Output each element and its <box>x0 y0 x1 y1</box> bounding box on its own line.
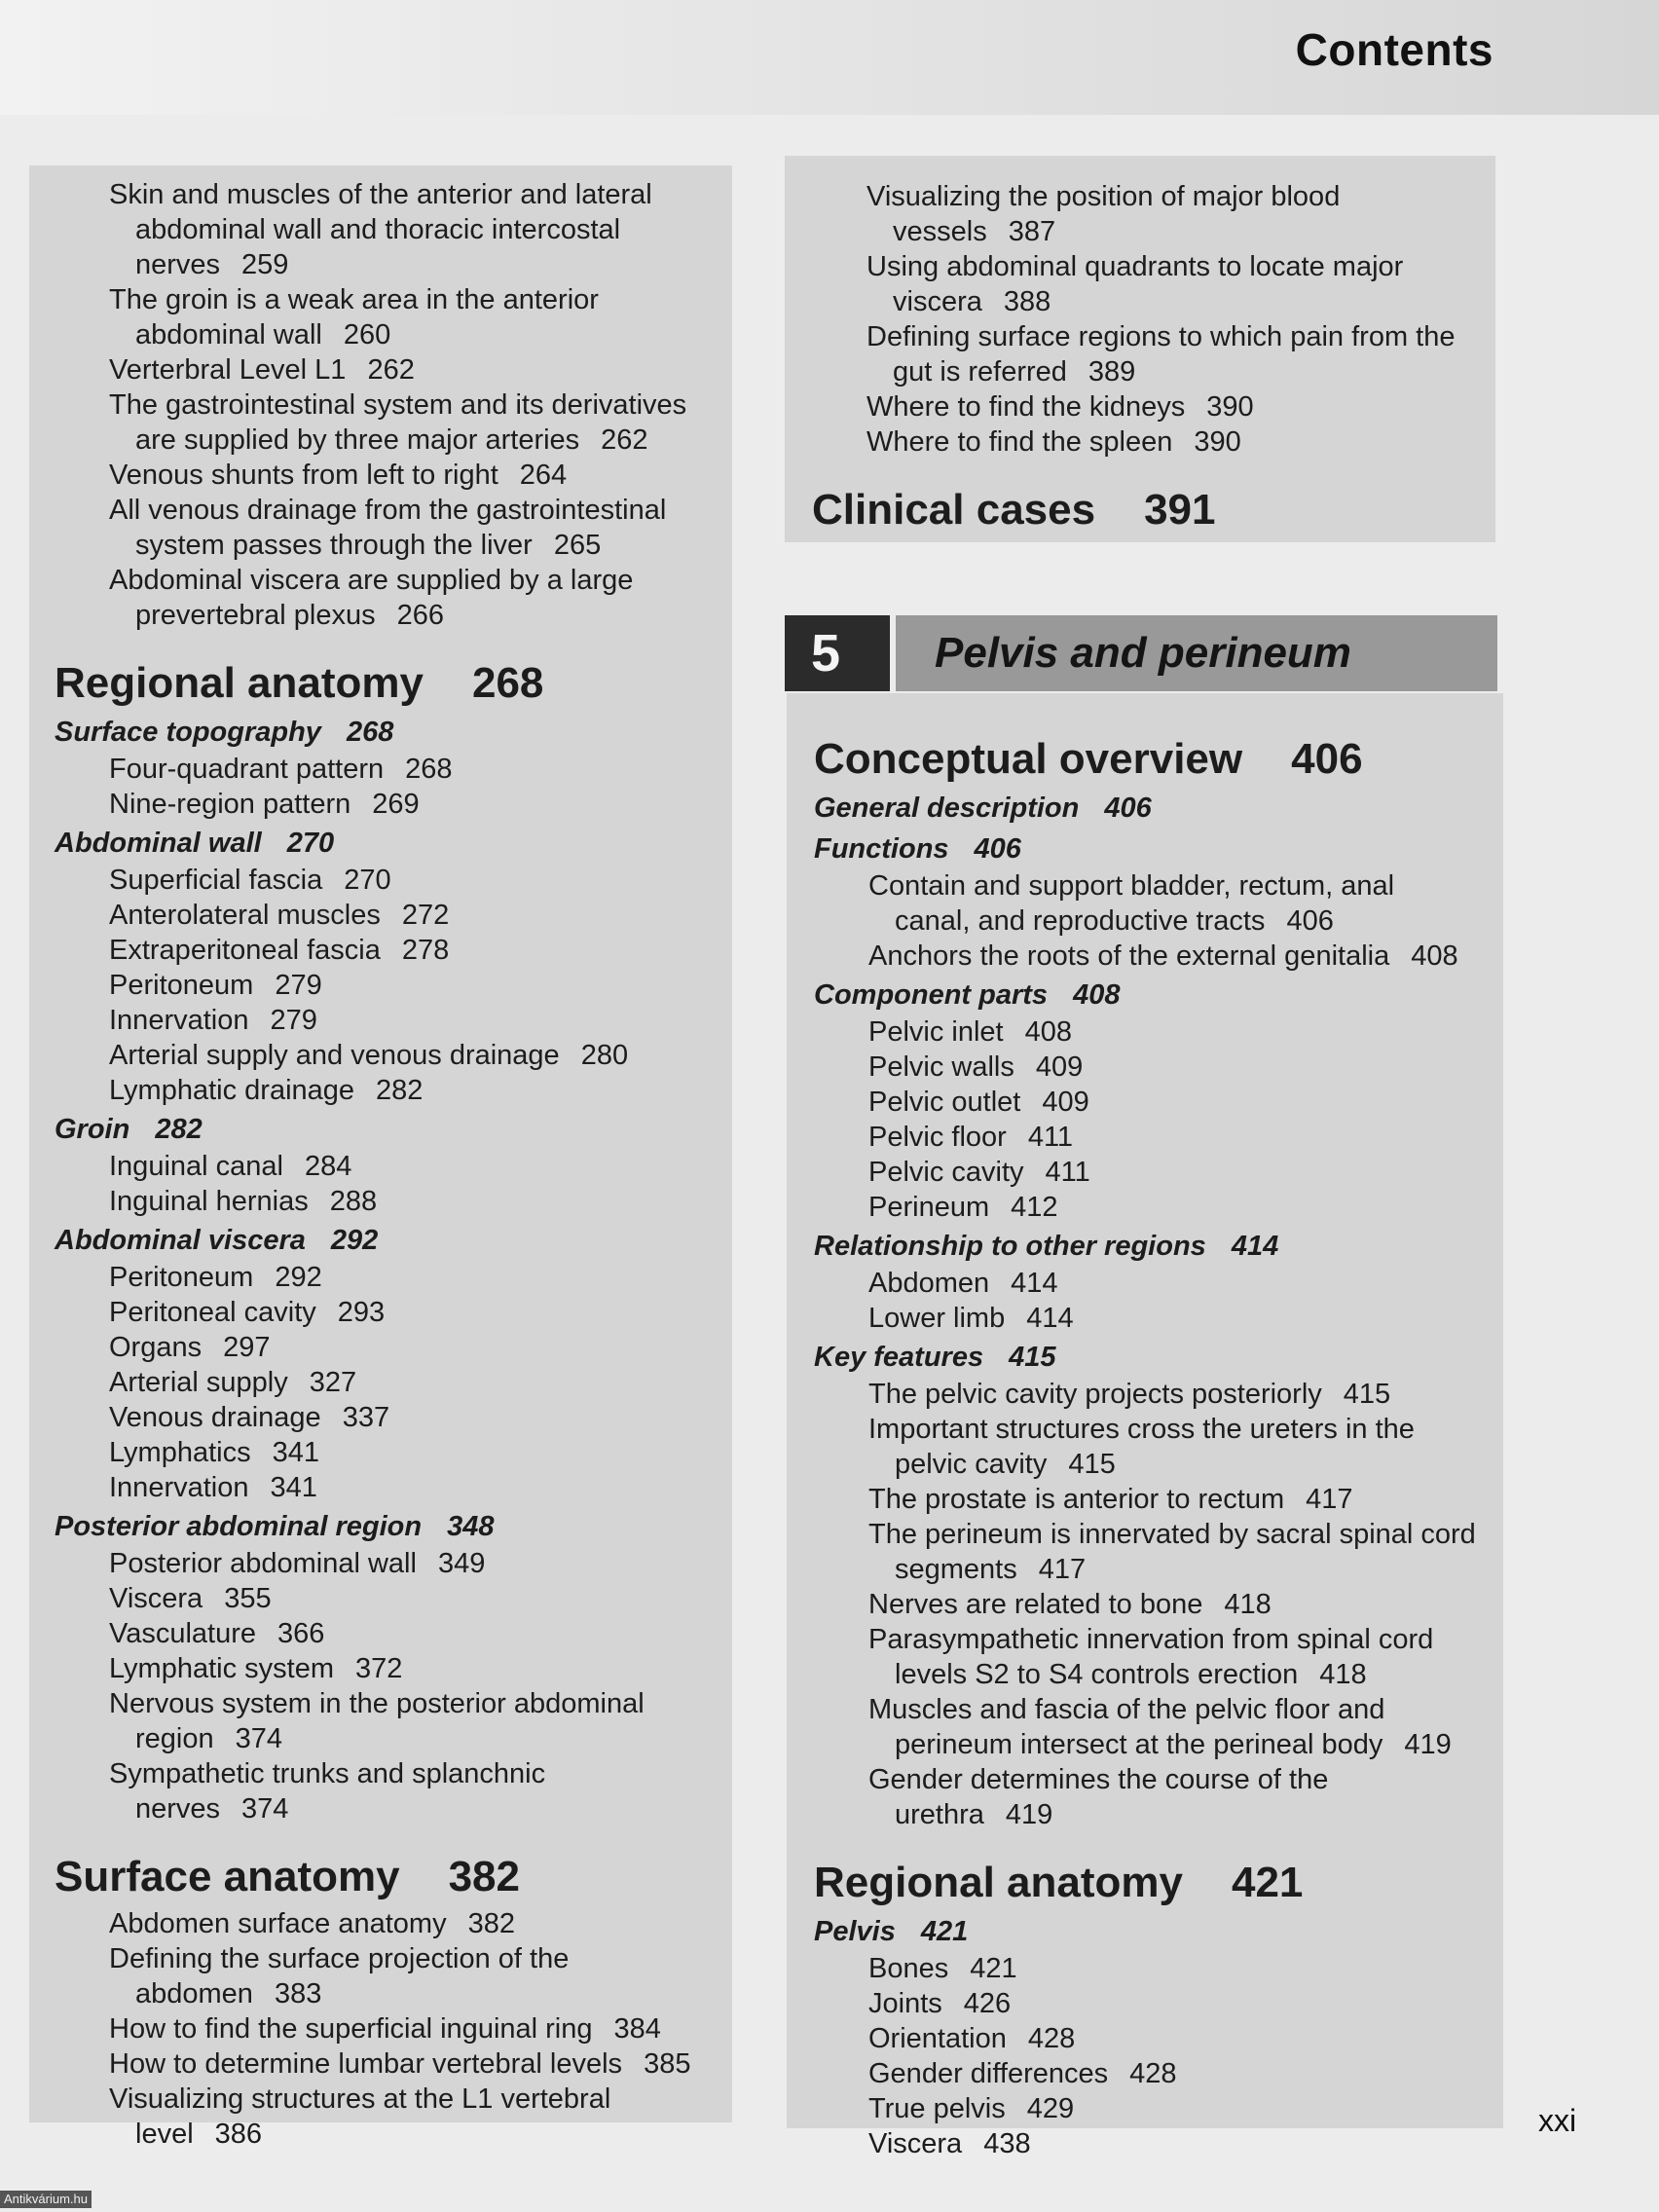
toc-entry-title: Anterolateral muscles <box>109 900 381 931</box>
toc-entry <box>840 1692 1476 1762</box>
toc-entry <box>81 1038 705 1073</box>
toc-page-number: 419 <box>1005 1799 1053 1830</box>
toc-entry-title: Surface topography <box>55 717 321 748</box>
toc-entry <box>81 1941 705 2011</box>
toc-entry <box>840 1622 1476 1692</box>
toc-entry <box>838 249 1468 319</box>
toc-entry-title: Innervation <box>109 1472 249 1503</box>
page-title: Contents <box>1295 24 1493 75</box>
toc-page-number: 428 <box>1129 2058 1177 2089</box>
toc-page-number: 389 <box>1088 356 1136 387</box>
toc-entry-title: Lymphatic system <box>109 1653 334 1684</box>
toc-page-number: 409 <box>1035 1051 1084 1083</box>
toc-entry <box>840 1762 1476 1832</box>
toc-entry-title: Arterial supply <box>109 1367 288 1398</box>
toc-entry <box>81 1260 705 1295</box>
toc-entry-title: Gender differences <box>868 2058 1109 2089</box>
toc-page-number: 280 <box>580 1040 629 1071</box>
toc-entry <box>840 1050 1476 1085</box>
toc-entry-title: Sympathetic trunks and splanchnic nerves <box>109 1758 546 1825</box>
toc-entry <box>838 424 1468 460</box>
toc-entry-title: Extraperitoneal fascia <box>109 935 381 966</box>
toc-entry <box>81 352 705 387</box>
toc-entry-title: Pelvis <box>814 1916 896 1947</box>
toc-entry-title: Orientation <box>868 2023 1007 2054</box>
toc-page-number: 406 <box>1104 793 1152 824</box>
toc-page-number: 411 <box>1045 1157 1090 1188</box>
toc-entry-title: Abdominal wall <box>55 828 262 859</box>
toc-major-heading <box>812 483 1468 537</box>
toc-entry-title: Verterbral Level L1 <box>109 354 347 386</box>
toc-page-number: 349 <box>437 1548 486 1579</box>
toc-page-number: 297 <box>223 1332 271 1363</box>
toc-entry-title: Bones <box>868 1953 949 1984</box>
toc-entry <box>81 2082 705 2152</box>
left-column-panel <box>29 166 732 2150</box>
toc-page-number: 272 <box>401 900 450 931</box>
toc-page-number: 383 <box>274 1978 322 2009</box>
toc-entry-title: Abdominal viscera are supplied by a large prevertebral plexus <box>109 565 634 631</box>
toc-entry-title: Muscles and fascia of the pelvic floor and perineum intersect at the perineal body <box>868 1694 1385 1760</box>
toc-page-number: 417 <box>1306 1484 1353 1515</box>
toc-subheading <box>814 1227 1476 1266</box>
toc-entry-title: Viscera <box>109 1583 203 1614</box>
toc-page-number: 341 <box>272 1437 319 1468</box>
toc-page-number: 282 <box>376 1075 424 1106</box>
toc-page-number: 384 <box>613 2013 661 2045</box>
toc-page-number: 265 <box>553 530 602 561</box>
toc-page-number: 268 <box>346 717 394 748</box>
toc-page-number: 266 <box>396 600 445 631</box>
toc-entry <box>840 1014 1476 1050</box>
toc-entry <box>81 863 705 898</box>
toc-page-number: 411 <box>1027 1122 1074 1153</box>
toc-entry-title: Vasculature <box>109 1618 256 1649</box>
toc-entry-title: Venous drainage <box>109 1402 321 1433</box>
toc-entry <box>81 968 705 1003</box>
toc-entry-title: Functions <box>814 833 949 865</box>
toc-page-number: 341 <box>270 1472 317 1503</box>
toc-entry <box>838 319 1468 389</box>
toc-entry-title: Surface anatomy <box>55 1853 400 1900</box>
toc-page-number: 374 <box>241 1793 289 1825</box>
toc-page-number: 415 <box>1068 1449 1116 1480</box>
toc-page-number: 269 <box>372 789 420 820</box>
toc-page-number: 348 <box>447 1511 495 1542</box>
toc-entry-title: Four-quadrant pattern <box>109 754 385 785</box>
toc-entry <box>81 1616 705 1651</box>
toc-entry-title: Arterial supply and venous drainage <box>109 1040 560 1071</box>
toc-page-number: 417 <box>1038 1554 1087 1585</box>
toc-entry-title: Abdomen <box>868 1268 990 1299</box>
toc-entry <box>840 1301 1476 1336</box>
toc-page-number: 429 <box>1026 2093 1075 2124</box>
toc-entry-title: Nine-region pattern <box>109 789 351 820</box>
chapter-number: 5 <box>785 615 890 691</box>
toc-page-number: 284 <box>304 1151 352 1182</box>
toc-entry <box>81 2011 705 2046</box>
toc-page-number: 421 <box>970 1953 1017 1984</box>
toc-page-number: 292 <box>330 1225 379 1256</box>
toc-page-number: 406 <box>1291 735 1363 783</box>
toc-entry-title: Important structures cross the ureters in the pelvic cavity <box>868 1414 1415 1480</box>
toc-entry-title: Relationship to other regions <box>814 1231 1206 1262</box>
toc-entry <box>838 389 1468 424</box>
toc-entry-title: Peritoneum <box>109 1262 254 1293</box>
toc-page-number: 279 <box>275 970 322 1001</box>
toc-entry-title: Using abdominal quadrants to locate major viscera <box>866 251 1404 317</box>
toc-entry-title: The perineum is innervated by sacral spinal cord segments <box>868 1519 1476 1585</box>
toc-entry-title: All venous drainage from the gastrointestinal system passes through the liver <box>109 495 667 561</box>
toc-entry-title: True pelvis <box>868 2093 1006 2124</box>
toc-entry-title: Conceptual overview <box>814 735 1243 783</box>
toc-entry-title: Venous shunts from left to right <box>109 460 498 491</box>
chapter-title: Pelvis and perineum <box>896 615 1497 691</box>
toc-entry <box>840 1482 1476 1517</box>
toc-entry-title: How to determine lumbar vertebral levels <box>109 2048 623 2080</box>
toc-entry <box>81 1651 705 1686</box>
toc-entry-title: Inguinal hernias <box>109 1186 309 1217</box>
toc-entry <box>840 1517 1476 1587</box>
toc-entry <box>81 458 705 493</box>
toc-entry <box>81 1003 705 1038</box>
toc-entry-title: Abdominal viscera <box>55 1225 306 1256</box>
toc-entry <box>840 1085 1476 1120</box>
toc-page-number: 390 <box>1194 426 1241 458</box>
toc-entry-title: Pelvic floor <box>868 1122 1007 1153</box>
toc-entry <box>81 1470 705 1505</box>
toc-entry <box>81 1400 705 1435</box>
toc-page-number: 268 <box>405 754 453 785</box>
toc-entry <box>81 493 705 563</box>
toc-entry <box>81 1546 705 1581</box>
toc-entry <box>840 1120 1476 1155</box>
toc-page-number: 292 <box>275 1262 322 1293</box>
toc-entry-title: Perineum <box>868 1192 990 1223</box>
toc-subheading <box>55 1221 705 1260</box>
toc-entry-title: Superficial fascia <box>109 865 323 896</box>
toc-entry <box>840 1190 1476 1225</box>
toc-entry-title: Organs <box>109 1332 203 1363</box>
toc-page-number: 262 <box>367 354 415 386</box>
right-top-panel <box>785 156 1495 542</box>
toc-page-number: 418 <box>1224 1589 1272 1620</box>
toc-entry-title: Gender determines the course of the urethra <box>868 1764 1329 1830</box>
toc-page-number: 293 <box>337 1297 386 1328</box>
toc-entry <box>840 1986 1476 2021</box>
toc-subheading <box>814 789 1476 828</box>
toc-page-number: 421 <box>920 1916 969 1947</box>
toc-entry <box>81 1149 705 1184</box>
toc-entry <box>81 177 705 282</box>
toc-page-number: 412 <box>1011 1192 1058 1223</box>
toc-entry-title: General description <box>814 793 1080 824</box>
toc-entry <box>840 1412 1476 1482</box>
toc-entry <box>81 1365 705 1400</box>
toc-entry-title: Parasympathetic innervation from spinal cord levels S2 to S4 controls erection <box>868 1624 1434 1690</box>
toc-subheading <box>55 1110 705 1149</box>
toc-page-number: 409 <box>1042 1087 1089 1118</box>
toc-page-number: 408 <box>1073 979 1121 1011</box>
toc-page-number: 414 <box>1011 1268 1058 1299</box>
toc-entry-title: Clinical cases <box>812 486 1096 534</box>
toc-page-number: 418 <box>1319 1659 1367 1690</box>
toc-entry <box>840 1951 1476 1986</box>
watermark: Antikvárium.hu <box>0 2191 92 2208</box>
toc-entry-title: Lower limb <box>868 1303 1006 1334</box>
toc-page-number: 270 <box>286 828 335 859</box>
toc-entry <box>81 1184 705 1219</box>
toc-page-number: 355 <box>224 1583 272 1614</box>
toc-page-number: 268 <box>471 659 544 707</box>
toc-entry <box>840 1266 1476 1301</box>
toc-entry <box>81 898 705 933</box>
toc-entry-title: Where to find the kidneys <box>866 391 1186 423</box>
toc-entry-title: Nerves are related to bone <box>868 1589 1203 1620</box>
toc-entry-title: Visualizing the position of major blood vessels <box>866 181 1341 247</box>
toc-entry-title: Regional anatomy <box>55 659 424 707</box>
toc-page-number: 387 <box>1008 216 1056 247</box>
toc-entry-title: Groin <box>55 1114 130 1145</box>
toc-entry <box>840 939 1476 974</box>
toc-page-number: 386 <box>214 2119 263 2150</box>
toc-entry <box>81 787 705 822</box>
toc-entry-title: The groin is a weak area in the anterior abdominal wall <box>109 284 599 350</box>
toc-entry-title: Pelvic inlet <box>868 1016 1004 1048</box>
toc-entry-title: Posterior abdominal wall <box>109 1548 417 1579</box>
toc-page-number: 390 <box>1206 391 1254 423</box>
toc-entry <box>840 2091 1476 2126</box>
toc-entry-title: Skin and muscles of the anterior and lateral abdominal wall and thoracic intercostal nerves <box>109 179 652 280</box>
toc-entry-title: Pelvic cavity <box>868 1157 1024 1188</box>
toc-page-number: 372 <box>355 1653 403 1684</box>
toc-entry-title: The prostate is anterior to rectum <box>868 1484 1285 1515</box>
toc-subheading <box>814 1912 1476 1951</box>
toc-entry <box>81 1330 705 1365</box>
toc-page-number: 426 <box>963 1988 1012 2019</box>
toc-entry <box>81 1756 705 1826</box>
toc-major-heading <box>814 1856 1476 1910</box>
toc-entry-title: How to find the superficial inguinal ring <box>109 2013 593 2045</box>
right-bottom-panel <box>787 693 1503 2159</box>
toc-entry <box>840 1155 1476 1190</box>
toc-entry <box>81 563 705 633</box>
toc-entry-title: Peritoneal cavity <box>109 1297 316 1328</box>
toc-page-number: 270 <box>344 865 391 896</box>
toc-page-number: 415 <box>1343 1379 1391 1410</box>
toc-entry-title: Inguinal canal <box>109 1151 283 1182</box>
toc-subheading <box>55 824 705 863</box>
toc-page-number: 406 <box>974 833 1021 865</box>
toc-entry-title: Peritoneum <box>109 970 254 1001</box>
toc-entry <box>81 1295 705 1330</box>
toc-entry-title: Defining the surface projection of the abdomen <box>109 1943 570 2009</box>
toc-page-number: 408 <box>1411 940 1458 972</box>
toc-entry-title: Component parts <box>814 979 1049 1011</box>
toc-entry-title: Regional anatomy <box>814 1859 1183 1906</box>
toc-entry-title: Posterior abdominal region <box>55 1511 423 1542</box>
toc-entry <box>81 933 705 968</box>
toc-page-number: 391 <box>1144 486 1216 534</box>
chapter-heading-bar <box>785 615 1497 691</box>
toc-subheading <box>55 1507 705 1546</box>
toc-subheading <box>55 713 705 752</box>
toc-page-number: 282 <box>155 1114 203 1145</box>
toc-major-heading <box>55 656 705 711</box>
toc-page-number: 259 <box>241 249 289 280</box>
toc-page-number: 337 <box>342 1402 390 1433</box>
toc-page-number: 366 <box>277 1618 325 1649</box>
toc-page-number: 415 <box>1009 1342 1056 1373</box>
toc-page-number: 382 <box>448 1853 520 1900</box>
toc-entry <box>840 1377 1476 1412</box>
toc-entry <box>838 179 1468 249</box>
toc-entry-title: Anchors the roots of the external genitalia <box>868 940 1390 972</box>
toc-entry <box>840 2021 1476 2056</box>
toc-entry-title: Defining surface regions to which pain from the gut is referred <box>866 321 1456 387</box>
toc-page-number: 419 <box>1404 1729 1452 1760</box>
toc-entry-title: Pelvic outlet <box>868 1087 1021 1118</box>
toc-entry-title: Joints <box>868 1988 942 2019</box>
toc-entry-title: The gastrointestinal system and its derivatives are supplied by three major arteries <box>109 389 687 456</box>
toc-entry-title: Abdomen surface anatomy <box>109 1908 447 1939</box>
toc-entry-title: Where to find the spleen <box>866 426 1173 458</box>
toc-major-heading <box>814 732 1476 787</box>
toc-entry-title: Lymphatics <box>109 1437 251 1468</box>
toc-page-number: 279 <box>270 1005 317 1036</box>
toc-page-number: 388 <box>1003 286 1051 317</box>
toc-page-number: 278 <box>401 935 450 966</box>
toc-page-number: 262 <box>601 424 648 456</box>
toc-page-number: 414 <box>1026 1303 1074 1334</box>
toc-entry <box>840 868 1476 939</box>
toc-page-number: 438 <box>983 2128 1031 2159</box>
toc-subheading <box>814 1338 1476 1377</box>
toc-entry <box>81 1073 705 1108</box>
toc-entry <box>81 1686 705 1756</box>
toc-page-number: 288 <box>329 1186 378 1217</box>
toc-entry <box>81 752 705 787</box>
toc-page-number: 260 <box>343 319 391 350</box>
toc-page-number: 374 <box>235 1723 283 1754</box>
toc-subheading <box>814 830 1476 868</box>
toc-page-number: 414 <box>1231 1231 1279 1262</box>
toc-entry-title: Lymphatic drainage <box>109 1075 355 1106</box>
toc-subheading <box>814 976 1476 1014</box>
toc-major-heading <box>55 1850 705 1904</box>
toc-page-number: 428 <box>1027 2023 1076 2054</box>
toc-page-number: 408 <box>1024 1016 1073 1048</box>
toc-entry <box>840 1587 1476 1622</box>
toc-page-number: 264 <box>519 460 568 491</box>
page-number: xxi <box>1538 2103 1577 2138</box>
toc-page-number: 382 <box>467 1908 515 1939</box>
toc-entry <box>840 2056 1476 2091</box>
toc-entry-title: Visualizing structures at the L1 vertebral level <box>109 2083 611 2150</box>
toc-entry <box>81 282 705 352</box>
toc-entry <box>81 1435 705 1470</box>
toc-entry-title: Nervous system in the posterior abdominal region <box>109 1688 645 1754</box>
toc-entry <box>840 2126 1476 2161</box>
toc-entry <box>81 387 705 458</box>
toc-entry <box>81 1581 705 1616</box>
toc-entry-title: Pelvic walls <box>868 1051 1014 1083</box>
toc-entry-title: Key features <box>814 1342 984 1373</box>
toc-entry <box>81 2046 705 2082</box>
toc-page-number: 327 <box>309 1367 357 1398</box>
toc-page-number: 406 <box>1286 905 1334 937</box>
toc-entry-title: The pelvic cavity projects posteriorly <box>868 1379 1322 1410</box>
toc-entry-title: Contain and support bladder, rectum, anal canal, and reproductive tracts <box>868 870 1395 937</box>
toc-entry-title: Innervation <box>109 1005 249 1036</box>
toc-entry <box>81 1906 705 1941</box>
toc-entry-title: Viscera <box>868 2128 963 2159</box>
toc-page-number: 385 <box>644 2048 691 2080</box>
toc-page-number: 421 <box>1231 1859 1304 1906</box>
